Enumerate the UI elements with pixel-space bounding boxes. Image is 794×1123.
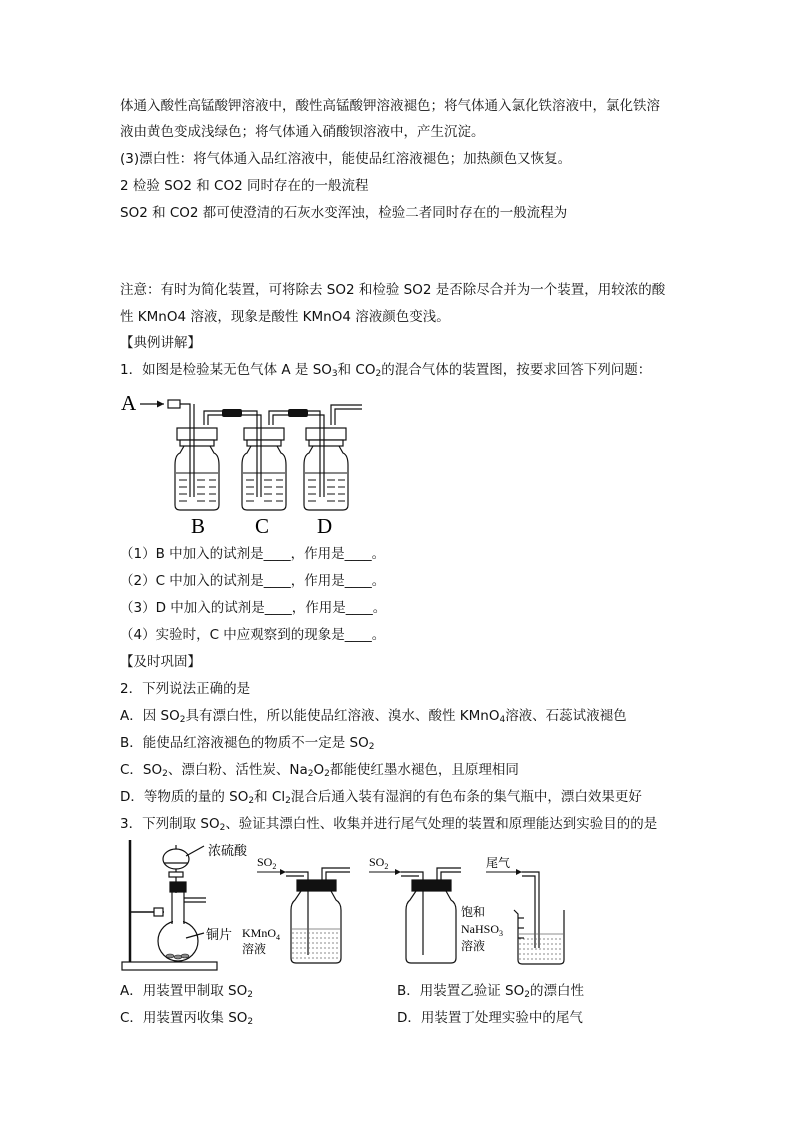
kmno4-label: KMnO$_4$ [242, 926, 281, 942]
option-a: A．用装置甲制取 $SO_2$ [120, 983, 253, 1000]
bottle-label-b: B [191, 514, 206, 538]
option-a: A．因 $SO_2$具有漂白性，所以能使品红溶液、溴水、酸性 KMnO$_4$溶液、石蕊试液褪色 [120, 708, 627, 725]
note-line: 注意：有时为简化装置，可将除去 SO2 和检验 SO2 是否除尽合并为一个装置，用较浓的酸 [120, 282, 666, 298]
option-d: D．用装置丁处理实验中的尾气 [397, 1010, 583, 1026]
solution-label-2: 溶液 [461, 939, 486, 953]
question-1-part: （2）C 中加入的试剂是____，作用是____。 [120, 573, 386, 589]
gas-label: A [121, 391, 137, 415]
text-line: 体通入酸性高锰酸钾溶液中，酸性高锰酸钾溶液褪色；将气体通入氯化铁溶液中，氯化铁溶 [120, 98, 660, 114]
text-line: SO2 和 CO2 都可使澄清的石灰水变浑浊，检验二者同时存在的一般流程为 [120, 205, 568, 221]
section-heading: 【及时巩固】 [120, 654, 201, 670]
section-heading: 【典例讲解】 [120, 335, 201, 351]
question-1-part: （1）B 中加入的试剂是____，作用是____。 [120, 546, 386, 562]
option-b: B．能使品红溶液褪色的物质不一定是 $SO_2$ [120, 735, 375, 752]
option-c: C．$SO_2$、漂白粉、活性炭、$Na_2O_2$都能使红墨水褪色，且原理相同 [120, 762, 519, 779]
apparatus-ding [514, 872, 564, 964]
option-d: D．等物质的量的 $SO_2$和 $Cl_2$混合后通入装有湿润的有色布条的集气瓶中，漂白效果更好 [120, 789, 642, 806]
note-line: 性 KMnO4 溶液，现象是酸性 KMnO4 溶液颜色变浅。 [120, 309, 450, 325]
solution-label-1: 溶液 [242, 942, 267, 956]
so2-label-2: $SO_2$ [369, 855, 389, 871]
nahso3-label: NaHSO$_3$ [461, 922, 503, 938]
apparatus-yi [286, 868, 350, 963]
option-b: B．用装置乙验证 $SO_2$的漂白性 [397, 983, 584, 1000]
figure-wash-bottles [118, 385, 368, 540]
text-line: (3)漂白性：将气体通入品红溶液中，能使品红溶液褪色；加热颜色又恢复。 [120, 151, 572, 167]
acid-label: 浓硫酸 [208, 843, 248, 858]
bottle-label-c: C [255, 514, 270, 538]
option-c: C．用装置丙收集 $SO_2$ [120, 1010, 254, 1027]
saturated-label: 饱和 [461, 905, 486, 919]
copper-label: 铜片 [206, 927, 233, 942]
bottle-label-d: D [317, 514, 333, 538]
question-3: 3．下列制取 $SO_2$、验证其漂白性、收集并进行尾气处理的装置和原理能达到实验目的的是 [120, 816, 658, 833]
question-1-part: （3）D 中加入的试剂是____，作用是____。 [120, 600, 387, 616]
question-1: 1．如图是检验某无色气体 A 是 $SO_3$和 $CO_2$的混合气体的装置图，按要求回答下列问题： [120, 362, 652, 379]
question-1-part: （4）实验时，C 中应观察到的现象是____。 [120, 627, 386, 643]
question-2: 2．下列说法正确的是 [120, 681, 251, 697]
tail-gas-label: 尾气 [486, 856, 511, 870]
text-line: 液由黄色变成浅绿色；将气体通入硝酸钡溶液中，产生沉淀。 [120, 124, 485, 140]
so2-label-1: $SO_2$ [257, 855, 277, 871]
apparatus-bing [401, 868, 461, 963]
section-heading: 2 检验 SO2 和 CO2 同时存在的一般流程 [120, 178, 369, 194]
figure-apparatus [118, 838, 578, 976]
apparatus-jia [122, 840, 217, 970]
